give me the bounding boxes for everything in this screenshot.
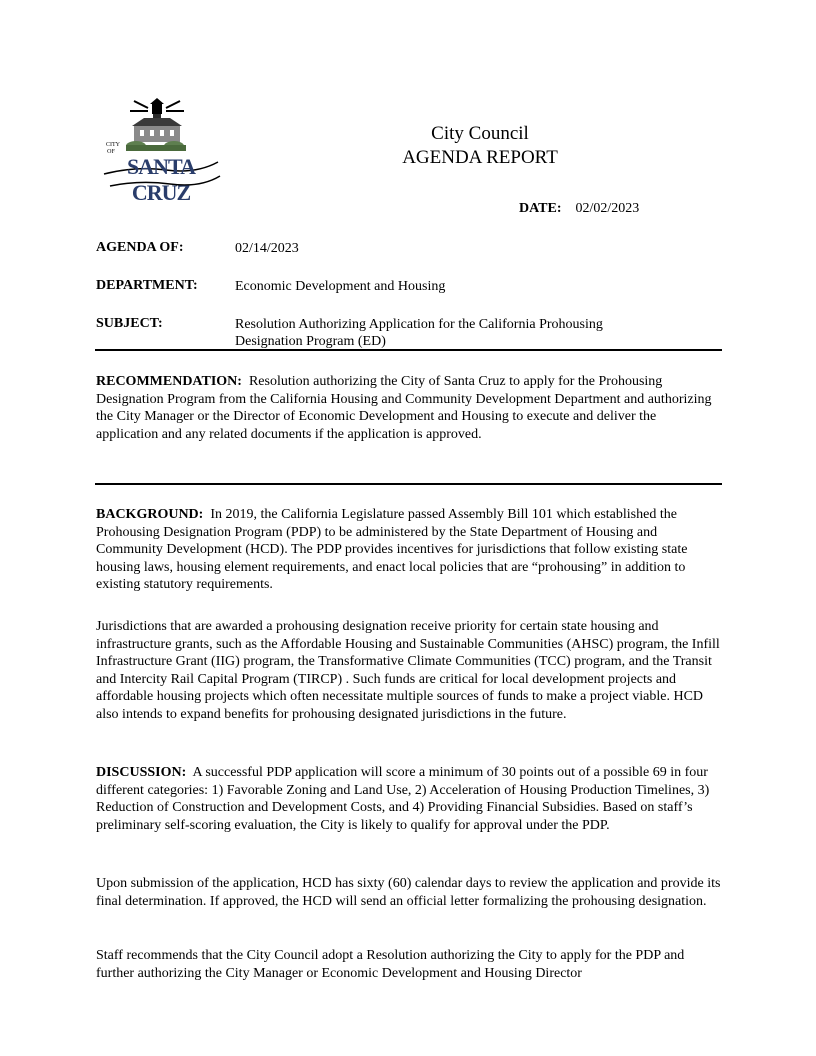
date-row <box>519 201 639 217</box>
discussion-paragraph-3: Staff recommends that the City Council adopt a Resolution authorizing the City to apply for the PDP and further authorizing the City Manager or Economic Development and Housing Director <box>96 948 685 981</box>
discussion-section <box>96 764 721 834</box>
background-text: In 2019, the California Legislature passed Assembly Bill 101 which established the Prohousing Designation Program (PDP) to be administered by the State Department of Housing and Community Development (HCD). The PDP provides incentives for jurisdictions that follow existing state housing laws, housing element requirements, and enact local policies that are “prohousing” in addition to existing statutory requirements. <box>96 507 688 593</box>
report-title-line1: City Council <box>431 123 529 144</box>
background-paragraph-2: Jurisdictions that are awarded a prohousing designation receive priority for certain state housing and infrastructure grants, such as the Affordable Housing and Sustainable Communities (AHSC) program, the Infill Infrastructure Grant (IIG) program, the Transformative Climate Communities (TCC) program, and the Transit and Intercity Rail Capital Program (TIRCP) . Such funds are critical for local development projects and affordable housing projects which often necessitate multiple sources of funds to make a project viable. HCD also intends to expand benefits for prohousing designated jurisdictions in the future. <box>96 619 720 722</box>
logo-city-of: CITY OF <box>106 142 120 155</box>
discussion-heading: DISCUSSION: <box>96 765 187 780</box>
report-title-line2: AGENDA REPORT <box>402 147 558 168</box>
recommendation-heading: RECOMMENDATION: <box>96 374 242 389</box>
subject-label: SUBJECT: <box>96 316 163 331</box>
date-value: 02/02/2023 <box>575 201 640 216</box>
recommendation-section <box>96 373 721 443</box>
divider <box>95 483 722 485</box>
agenda-of-label: AGENDA OF: <box>96 240 184 255</box>
subject-value: Resolution Authorizing Application for the California Prohousing Designation Program (ED) <box>235 317 603 349</box>
date-label: DATE: <box>519 201 562 216</box>
department-label: DEPARTMENT: <box>96 278 198 293</box>
department-value: Economic Development and Housing <box>235 279 446 294</box>
background-section <box>96 506 721 594</box>
logo-city-name: SANTA CRUZ <box>127 154 195 205</box>
discussion-text: A successful PDP application will score a minimum of 30 points out of a possible 69 in four different categories: 1) Favorable Zoning and Land Use, 2) Acceleration of Housing Production Timelines, 3) Reduction of Construction and Development Costs, and 4) Providing Financial Subsidies. Based on staff’s preliminary self-scoring evaluation, the City is likely to qualify for approval under the PDP. <box>96 765 710 833</box>
divider <box>95 349 722 351</box>
agenda-of-value: 02/14/2023 <box>235 241 299 256</box>
city-logo <box>96 96 226 205</box>
background-heading: BACKGROUND: <box>96 507 204 522</box>
discussion-paragraph-2: Upon submission of the application, HCD has sixty (60) calendar days to review the application and provide its final determination. If approved, the HCD will send an official letter formalizing the prohousing designation. <box>96 876 721 909</box>
recommendation-text: Resolution authorizing the City of Santa Cruz to apply for the Prohousing Designation Program from the California Housing and Community Development Department and authorizing the City Manager or the Director of Economic Development and Housing to execute and deliver the application and any related documents if the application is approved. <box>96 374 712 442</box>
